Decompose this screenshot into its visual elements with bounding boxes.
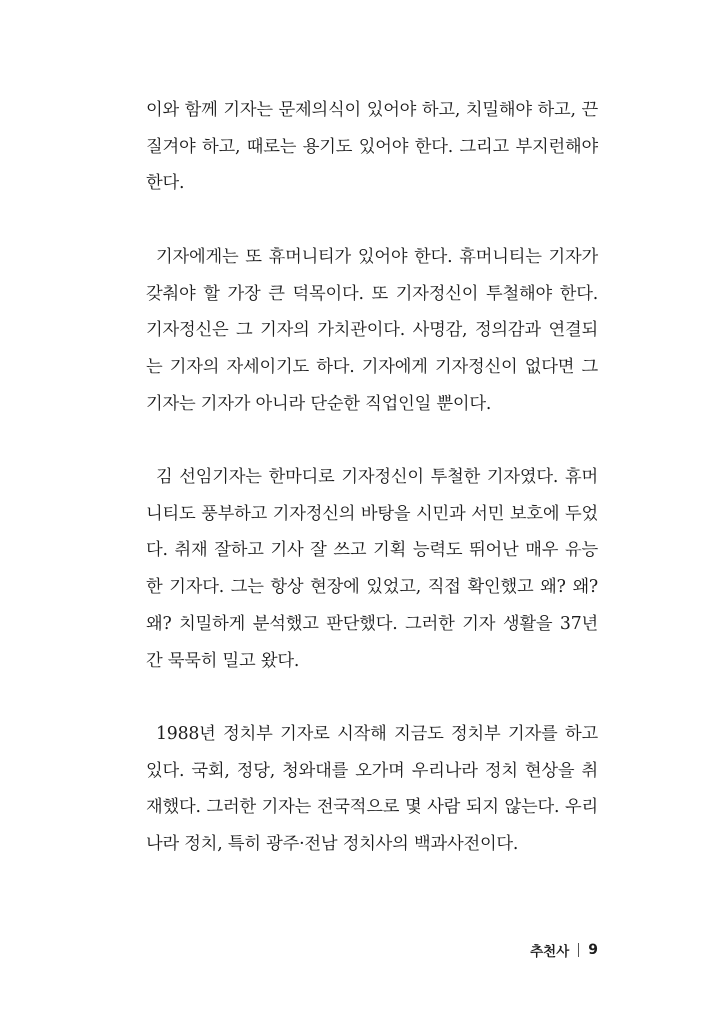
- page-number: 9: [588, 942, 598, 958]
- page-footer: [480, 938, 598, 962]
- paragraph-3: 김 선임기자는 한마디로 기자정신이 투철한 기자였다. 휴머니티도 풍부하고 기자정신의 바탕을 시민과 서민 보호에 두었다. 취재 잘하고 기사 잘 쓰고 기획 능력도 뛰어난 매우 유능한 기자다. 그는 항상 현장에 있었고, 직접 확인했고 왜? 왜? 왜? 치밀하게 분석했고 판단했다. 그러한 기자 생활을 37년간 묵묵히 밀고 왔다.: [146, 467, 598, 671]
- footer-section-title: 추천사: [530, 944, 570, 960]
- paragraph-2: 기자에게는 또 휴머니티가 있어야 한다. 휴머니티는 기자가 갖춰야 할 가장 큰 덕목이다. 또 기자정신이 투철해야 한다. 기자정신은 그 기자의 가치관이다. 사명감, 정의감과 연결되는 기자의 자세이기도 하다. 기자에게 기자정신이 없다면 그 기자는 기자가 아니라 단순한 직업인일 뿐이다.: [146, 246, 598, 414]
- body-text: [146, 92, 598, 899]
- footer-separator: [578, 943, 579, 957]
- paragraph-1: 이와 함께 기자는 문제의식이 있어야 하고, 치밀해야 하고, 끈질겨야 하고, 때로는 용기도 있어야 한다. 그리고 부지런해야 한다.: [146, 100, 598, 194]
- paragraph-4: 1988년 정치부 기자로 시작해 지금도 정치부 기자를 하고 있다. 국회, 정당, 청와대를 오가며 우리나라 정치 현상을 취재했다. 그러한 기자는 전국적으로 몇 사람 되지 않는다. 우리나라 정치, 특히 광주·전남 정치사의 백과사전이다.: [146, 723, 598, 855]
